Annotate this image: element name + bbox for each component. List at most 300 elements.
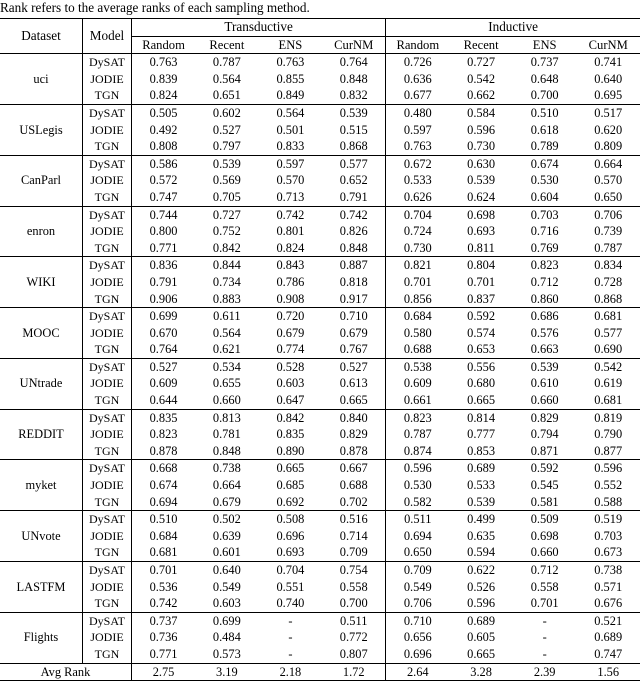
table-row [0, 206, 640, 223]
avg-rank-row [0, 663, 640, 681]
metric-value: 0.786 [276, 274, 305, 289]
metric-value: 0.501 [276, 122, 305, 137]
metric-value: 0.839 [132, 71, 196, 88]
metric-value: 0.814 [467, 410, 496, 425]
table-row [0, 257, 640, 274]
metric-value: 0.704 [276, 563, 305, 577]
metric-value: 0.511 [386, 511, 450, 528]
table-row [0, 172, 640, 189]
metric-value: 0.794 [530, 427, 559, 442]
metric-value: 0.597 [276, 156, 305, 171]
metric-value: 0.727 [212, 207, 241, 222]
metric-value: - [542, 613, 547, 628]
metric-value: 0.674 [530, 156, 559, 171]
table-row [0, 426, 640, 443]
metric-value: 0.790 [594, 427, 623, 442]
metric-value: 0.699 [132, 308, 196, 325]
metric-value: 0.801 [276, 224, 305, 239]
metric-value: 0.696 [276, 528, 305, 543]
metric-value: 0.829 [530, 410, 559, 425]
model-name: DySAT [83, 409, 132, 426]
model-name: JODIE [83, 579, 132, 596]
metric-value: 0.630 [467, 156, 496, 171]
metric-value: 0.701 [386, 274, 450, 291]
metric-value: 0.584 [467, 105, 496, 120]
metric-value: 0.679 [276, 325, 305, 340]
header-method-inductive-curnm: CurNM [588, 37, 628, 52]
metric-value: 0.754 [339, 563, 368, 577]
metric-value: 0.609 [386, 375, 450, 392]
metric-value: 0.665 [467, 393, 496, 408]
metric-value: 0.742 [276, 207, 305, 222]
dataset-name: USLegis [19, 122, 63, 137]
metric-value: 0.842 [276, 410, 305, 425]
metric-value: 0.737 [132, 612, 196, 629]
table-row [0, 528, 640, 545]
metric-value: 0.651 [212, 88, 241, 103]
metric-value: 0.764 [339, 55, 368, 70]
metric-value: 0.570 [276, 173, 305, 188]
avg-rank-value: 1.72 [342, 664, 365, 679]
metric-value: 0.640 [594, 71, 623, 86]
model-name: JODIE [83, 122, 132, 139]
metric-value: 0.712 [530, 274, 559, 289]
metric-value: 0.883 [212, 291, 241, 306]
model-name: DySAT [83, 511, 132, 528]
metric-value: 0.706 [594, 207, 623, 222]
metric-value: 0.730 [386, 240, 450, 257]
dataset-name: WIKI [26, 274, 56, 289]
metric-value: 0.668 [132, 460, 196, 477]
metric-value: 0.742 [132, 595, 196, 612]
metric-value: 0.602 [212, 105, 241, 120]
metric-value: 0.689 [467, 613, 496, 628]
metric-value: 0.700 [530, 88, 559, 103]
model-name: JODIE [83, 375, 132, 392]
table-row [0, 477, 640, 494]
metric-value: 0.706 [386, 595, 450, 612]
metric-value: 0.622 [467, 563, 496, 577]
metric-value: 0.699 [212, 613, 241, 628]
metric-value: 0.813 [212, 410, 241, 425]
metric-value: 0.826 [339, 224, 368, 239]
metric-value: 0.538 [386, 358, 450, 375]
metric-value: 0.527 [132, 358, 196, 375]
model-name: DySAT [83, 358, 132, 375]
metric-value: 0.709 [339, 545, 368, 560]
metric-value: 0.664 [212, 478, 241, 493]
table-row [0, 189, 640, 206]
model-name: DySAT [83, 612, 132, 629]
table-row [0, 595, 640, 612]
table-row [0, 646, 640, 663]
metric-value: 0.676 [594, 596, 623, 611]
metric-value: 0.588 [594, 494, 623, 509]
metric-value: 0.665 [276, 461, 305, 476]
header-group-transductive: Transductive [132, 19, 386, 37]
table-row [0, 358, 640, 375]
table-row [0, 122, 640, 139]
header-method-transductive-curnm: CurNM [334, 37, 374, 52]
metric-value: 0.834 [594, 258, 623, 273]
metric-value: 0.528 [276, 359, 305, 374]
metric-value: 0.596 [594, 461, 623, 476]
metric-value: 0.832 [339, 88, 368, 103]
metric-value: 0.767 [339, 342, 368, 357]
metric-value: 0.660 [212, 393, 241, 408]
metric-value: 0.674 [132, 477, 196, 494]
model-name: TGN [83, 544, 132, 561]
model-name: DySAT [83, 206, 132, 223]
metric-value: 0.848 [212, 443, 241, 458]
dataset-name: REDDIT [18, 427, 64, 442]
metric-value: 0.680 [467, 376, 496, 391]
metric-value: 0.703 [530, 207, 559, 222]
metric-value: 0.681 [132, 544, 196, 561]
results-table [0, 18, 640, 681]
metric-value: 0.720 [276, 309, 305, 324]
metric-value: 0.667 [339, 461, 368, 476]
metric-value: 0.791 [339, 189, 368, 204]
metric-value: 0.694 [132, 494, 196, 511]
metric-value: 0.679 [212, 494, 241, 509]
metric-value: 0.652 [339, 173, 368, 188]
model-name: JODIE [83, 71, 132, 88]
metric-value: 0.499 [467, 512, 496, 527]
metric-value: 0.640 [212, 563, 241, 577]
table-row [0, 544, 640, 561]
header-method-transductive-ens: ENS [278, 37, 303, 52]
model-name: DySAT [83, 54, 132, 71]
metric-value: 0.688 [339, 478, 368, 493]
metric-value: 0.681 [594, 393, 623, 408]
avg-rank-value: 2.64 [386, 663, 450, 681]
metric-value: 0.576 [530, 325, 559, 340]
metric-value: 0.539 [339, 105, 368, 120]
metric-value: 0.601 [212, 545, 241, 560]
metric-value: 0.519 [594, 512, 623, 527]
metric-value: 0.592 [467, 309, 496, 324]
avg-rank-label: Avg Rank [40, 664, 91, 679]
metric-value: 0.574 [467, 325, 496, 340]
model-name: TGN [83, 646, 132, 663]
metric-value: 0.508 [276, 512, 305, 527]
metric-value: 0.808 [132, 138, 196, 155]
metric-value: 0.819 [594, 410, 623, 425]
metric-value: 0.848 [339, 240, 368, 255]
metric-value: 0.542 [594, 359, 623, 374]
metric-value: 0.663 [530, 342, 559, 357]
metric-value: 0.564 [212, 71, 241, 86]
metric-value: 0.712 [530, 563, 559, 577]
metric-value: 0.763 [386, 138, 450, 155]
metric-value: 0.570 [594, 173, 623, 188]
model-name: DySAT [83, 104, 132, 121]
metric-value: 0.737 [530, 55, 559, 70]
metric-value: 0.787 [594, 240, 623, 255]
metric-value: 0.582 [386, 494, 450, 511]
metric-value: 0.644 [132, 392, 196, 409]
metric-value: - [542, 630, 547, 645]
metric-value: 0.696 [386, 646, 450, 663]
avg-rank-value: 3.28 [470, 664, 492, 679]
metric-value: 0.728 [594, 274, 623, 289]
metric-value: 0.673 [594, 545, 623, 560]
metric-value: 0.835 [276, 427, 305, 442]
metric-value: 0.621 [212, 342, 241, 357]
table-row [0, 223, 640, 240]
metric-value: 0.635 [467, 528, 496, 543]
dataset-name: Flights [23, 630, 59, 645]
metric-value: 0.878 [339, 443, 368, 458]
model-name: DySAT [83, 562, 132, 579]
metric-value: 0.738 [212, 461, 241, 476]
metric-value: 0.650 [594, 189, 623, 204]
model-name: TGN [83, 240, 132, 257]
metric-value: 0.505 [132, 104, 196, 121]
metric-value: 0.610 [530, 376, 559, 391]
metric-value: 0.740 [276, 596, 305, 611]
metric-value: 0.747 [132, 189, 196, 206]
header-method-transductive-recent: Recent [209, 37, 245, 52]
metric-value: 0.636 [386, 71, 450, 88]
metric-value: 0.797 [212, 139, 241, 154]
metric-value: 0.709 [386, 562, 450, 579]
metric-value: 0.596 [467, 122, 496, 137]
metric-value: 0.693 [276, 545, 305, 560]
metric-value: 0.774 [276, 342, 305, 357]
metric-value: 0.771 [132, 240, 196, 257]
metric-value: 0.727 [467, 55, 496, 70]
metric-value: 0.533 [386, 172, 450, 189]
metric-value: 0.789 [530, 139, 559, 154]
metric-value: 0.771 [132, 646, 196, 663]
metric-value: 0.868 [339, 139, 368, 154]
metric-value: 0.730 [467, 139, 496, 154]
metric-value: 0.611 [213, 309, 241, 324]
metric-value: 0.736 [132, 629, 196, 646]
table-row [0, 562, 640, 579]
model-name: TGN [83, 189, 132, 206]
metric-value: 0.539 [467, 173, 496, 188]
table-row [0, 392, 640, 409]
table-row [0, 308, 640, 325]
metric-value: 0.701 [530, 596, 559, 611]
model-name: JODIE [83, 325, 132, 342]
avg-rank-value: 2.75 [132, 663, 196, 681]
table-row [0, 54, 640, 71]
metric-value: 0.835 [132, 409, 196, 426]
model-name: JODIE [83, 629, 132, 646]
metric-value: 0.558 [530, 579, 559, 594]
metric-value: 0.484 [212, 630, 241, 645]
model-name: TGN [83, 392, 132, 409]
header-method-inductive-ens: ENS [532, 37, 557, 52]
table-row [0, 629, 640, 646]
metric-value: 0.648 [530, 71, 559, 86]
metric-value: 0.665 [467, 646, 496, 661]
metric-value: 0.597 [386, 122, 450, 139]
metric-value: 0.855 [276, 71, 305, 86]
metric-value: 0.653 [467, 342, 496, 357]
metric-value: 0.647 [276, 393, 305, 408]
metric-value: 0.853 [467, 443, 496, 458]
metric-value: 0.698 [467, 207, 496, 222]
metric-value: 0.716 [530, 224, 559, 239]
metric-value: 0.604 [530, 189, 559, 204]
metric-value: 0.526 [467, 579, 496, 594]
metric-value: 0.530 [530, 173, 559, 188]
dataset-name: MOOC [22, 325, 60, 340]
metric-value: 0.542 [467, 71, 496, 86]
model-name: DySAT [83, 155, 132, 172]
metric-value: 0.661 [386, 392, 450, 409]
metric-value: 0.530 [386, 477, 450, 494]
metric-value: 0.552 [594, 478, 623, 493]
metric-value: 0.700 [339, 596, 368, 611]
metric-value: 0.533 [467, 478, 496, 493]
metric-value: 0.703 [594, 528, 623, 543]
header-model: Model [83, 19, 132, 54]
metric-value: 0.510 [132, 511, 196, 528]
metric-value: 0.662 [467, 88, 496, 103]
metric-value: 0.517 [594, 105, 623, 120]
metric-value: 0.823 [386, 409, 450, 426]
metric-value: 0.684 [132, 528, 196, 545]
model-name: TGN [83, 341, 132, 358]
metric-value: 0.603 [212, 596, 241, 611]
metric-value: 0.833 [276, 139, 305, 154]
metric-value: - [542, 646, 547, 661]
table-row [0, 579, 640, 596]
header-row-groups [0, 19, 640, 37]
metric-value: 0.824 [132, 87, 196, 104]
metric-value: 0.688 [386, 341, 450, 358]
metric-value: 0.837 [467, 291, 496, 306]
table-row [0, 240, 640, 257]
metric-value: 0.539 [530, 359, 559, 374]
metric-value: 0.777 [467, 427, 496, 442]
metric-value: 0.677 [386, 87, 450, 104]
metric-value: 0.726 [386, 54, 450, 71]
metric-value: 0.509 [530, 512, 559, 527]
metric-value: 0.685 [276, 478, 305, 493]
dataset-name: LASTFM [16, 579, 66, 594]
metric-value: 0.480 [386, 104, 450, 121]
metric-value: 0.564 [276, 105, 305, 120]
metric-value: 0.739 [594, 224, 623, 239]
metric-value: 0.868 [594, 291, 623, 306]
metric-value: 0.694 [386, 528, 450, 545]
metric-value: 0.734 [212, 274, 241, 289]
metric-value: 0.511 [340, 613, 368, 628]
metric-value: 0.764 [132, 341, 196, 358]
model-name: JODIE [83, 528, 132, 545]
metric-value: 0.871 [530, 443, 559, 458]
metric-value: 0.701 [132, 562, 196, 579]
metric-value: 0.655 [212, 376, 241, 391]
table-row [0, 460, 640, 477]
metric-value: 0.569 [212, 173, 241, 188]
metric-value: 0.620 [594, 122, 623, 137]
metric-value: 0.705 [212, 189, 241, 204]
metric-value: 0.660 [530, 545, 559, 560]
metric-value: 0.710 [386, 612, 450, 629]
metric-value: 0.650 [386, 544, 450, 561]
metric-value: 0.890 [276, 443, 305, 458]
metric-value: 0.695 [594, 88, 623, 103]
metric-value: 0.502 [212, 512, 241, 527]
metric-value: 0.672 [386, 155, 450, 172]
metric-value: 0.545 [530, 478, 559, 493]
header-method-transductive-random: Random [132, 36, 196, 54]
metric-value: 0.573 [212, 646, 241, 661]
metric-value: 0.804 [467, 258, 496, 273]
model-name: TGN [83, 87, 132, 104]
metric-value: 0.539 [212, 156, 241, 171]
model-name: DySAT [83, 257, 132, 274]
metric-value: 0.613 [339, 376, 368, 391]
avg-rank-value: 1.56 [597, 664, 620, 679]
metric-value: 0.878 [132, 443, 196, 460]
metric-value: 0.558 [339, 579, 368, 594]
metric-value: 0.618 [530, 122, 559, 137]
metric-value: 0.908 [276, 291, 305, 306]
table-row [0, 138, 640, 155]
model-name: DySAT [83, 308, 132, 325]
metric-value: 0.656 [386, 629, 450, 646]
metric-value: 0.906 [132, 291, 196, 308]
model-name: DySAT [83, 460, 132, 477]
metric-value: 0.800 [132, 223, 196, 240]
table-row [0, 443, 640, 460]
avg-rank-value: 2.18 [279, 664, 302, 679]
dataset-name: UNtrade [19, 376, 63, 391]
metric-value: 0.752 [212, 224, 241, 239]
metric-value: 0.689 [594, 630, 623, 645]
metric-value: 0.664 [594, 156, 623, 171]
metric-value: 0.738 [594, 563, 623, 577]
metric-value: 0.580 [386, 325, 450, 342]
header-dataset: Dataset [21, 27, 61, 43]
metric-value: 0.527 [339, 359, 368, 374]
metric-value: 0.860 [530, 291, 559, 306]
header-group-inductive: Inductive [386, 19, 640, 37]
metric-value: 0.521 [594, 613, 623, 628]
metric-value: 0.807 [339, 646, 368, 661]
metric-value: 0.556 [467, 359, 496, 374]
metric-value: 0.821 [386, 257, 450, 274]
model-name: JODIE [83, 172, 132, 189]
dataset-name: myket [25, 478, 57, 493]
metric-value: 0.564 [212, 325, 241, 340]
metric-value: 0.763 [276, 55, 305, 70]
metric-value: 0.917 [339, 291, 368, 306]
metric-value: 0.744 [132, 206, 196, 223]
dataset-name: enron [26, 224, 56, 239]
metric-value: 0.809 [594, 139, 623, 154]
metric-value: 0.603 [276, 376, 305, 391]
metric-value: 0.787 [386, 426, 450, 443]
model-name: TGN [83, 291, 132, 308]
dataset-name: UNvote [21, 528, 61, 543]
table-row [0, 341, 640, 358]
model-name: TGN [83, 443, 132, 460]
metric-value: 0.823 [530, 258, 559, 273]
metric-value: 0.842 [212, 240, 241, 255]
metric-value: 0.840 [339, 410, 368, 425]
metric-value: 0.823 [132, 426, 196, 443]
